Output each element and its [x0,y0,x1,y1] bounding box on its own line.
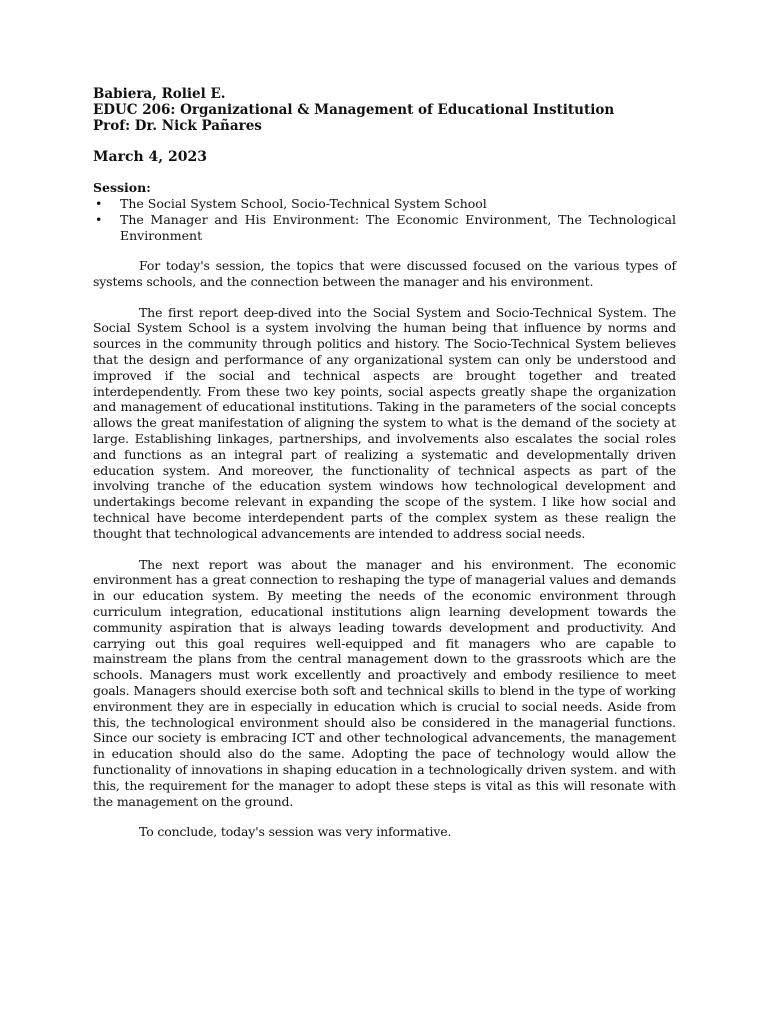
manager-environment-paragraph: The next report was about the manager and his environment. The economic environment has a great connection to reshaping the type of managerial values and demands in our education system. By meeting the needs of the economic environment through curriculum integration, educational institutions align learning development towards the community aspiration that is always leading towards development and productivity. And carrying out this goal requires well-equipped and fit managers who are capable to mainstream the plans from the central management down to the grassroots which are the schools. Managers must work excellently and proactively and embody resilience to meet goals. Managers should exercise both soft and technical skills to blend in the type of working environment they are in especially in education which is crucial to social needs. Aside from this, the technological environment should also be considered in the managerial functions. Since our society is embracing ICT and other technological advancements, the management in education should also do the same. Adopting the pace of technology would allow the functionality of innovations in shaping education in a technologically driven system. and with this, the requirement for the manager to adopt these steps is vital as this will resonate with the management on the ground. [93,556,676,809]
session-topic-item: • The Social System School, Socio-Technical System School [93,196,676,212]
intro-paragraph: For today's session, the topics that were discussed focused on the various types of systems schools, and the connection between the manager and his environment. [93,258,676,289]
author-name: Babiera, Roliel E. [93,86,226,102]
social-system-paragraph: The first report deep-dived into the Social System and Socio-Technical System. The Social System School is a system involving the human being that influence by norms and sources in the community through politics and history. The Socio-Technical System believes that the design and performance of any organizational system can only be understood and improved if the social and technical aspects are brought together and treated interdependently. From these two key points, social aspects greatly shape the organization and management of educational institutions. Taking in the parameters of the social concepts allows the great manifestation of aligning the system to what is the demand of the society at large. Establishing linkages, partnerships, and involvements also escalates the social roles and functions as an integral part of realizing a systematic and developmentally driven education system. And moreover, the functionality of technical aspects as part of the involving tranche of the education system windows how technological development and undertakings become relevant in expanding the scope of the system. I like how social and technical have become interdependent parts of the complex system as these realign the thought that technological advancements are intended to address social needs. [93,304,676,541]
session-label: Session: [93,180,151,195]
session-date: March 4, 2023 [93,149,207,165]
professor-name: Prof: Dr. Nick Pañares [93,118,262,134]
session-topics-list [93,196,676,244]
conclusion-paragraph: To conclude, today's session was very informative. [139,824,452,840]
document-page [93,86,676,840]
session-topic-item: • The Manager and His Environment: The Economic Environment, The Technological Environment [93,212,676,244]
course-title: EDUC 206: Organizational & Management of Educational Institution [93,102,615,118]
